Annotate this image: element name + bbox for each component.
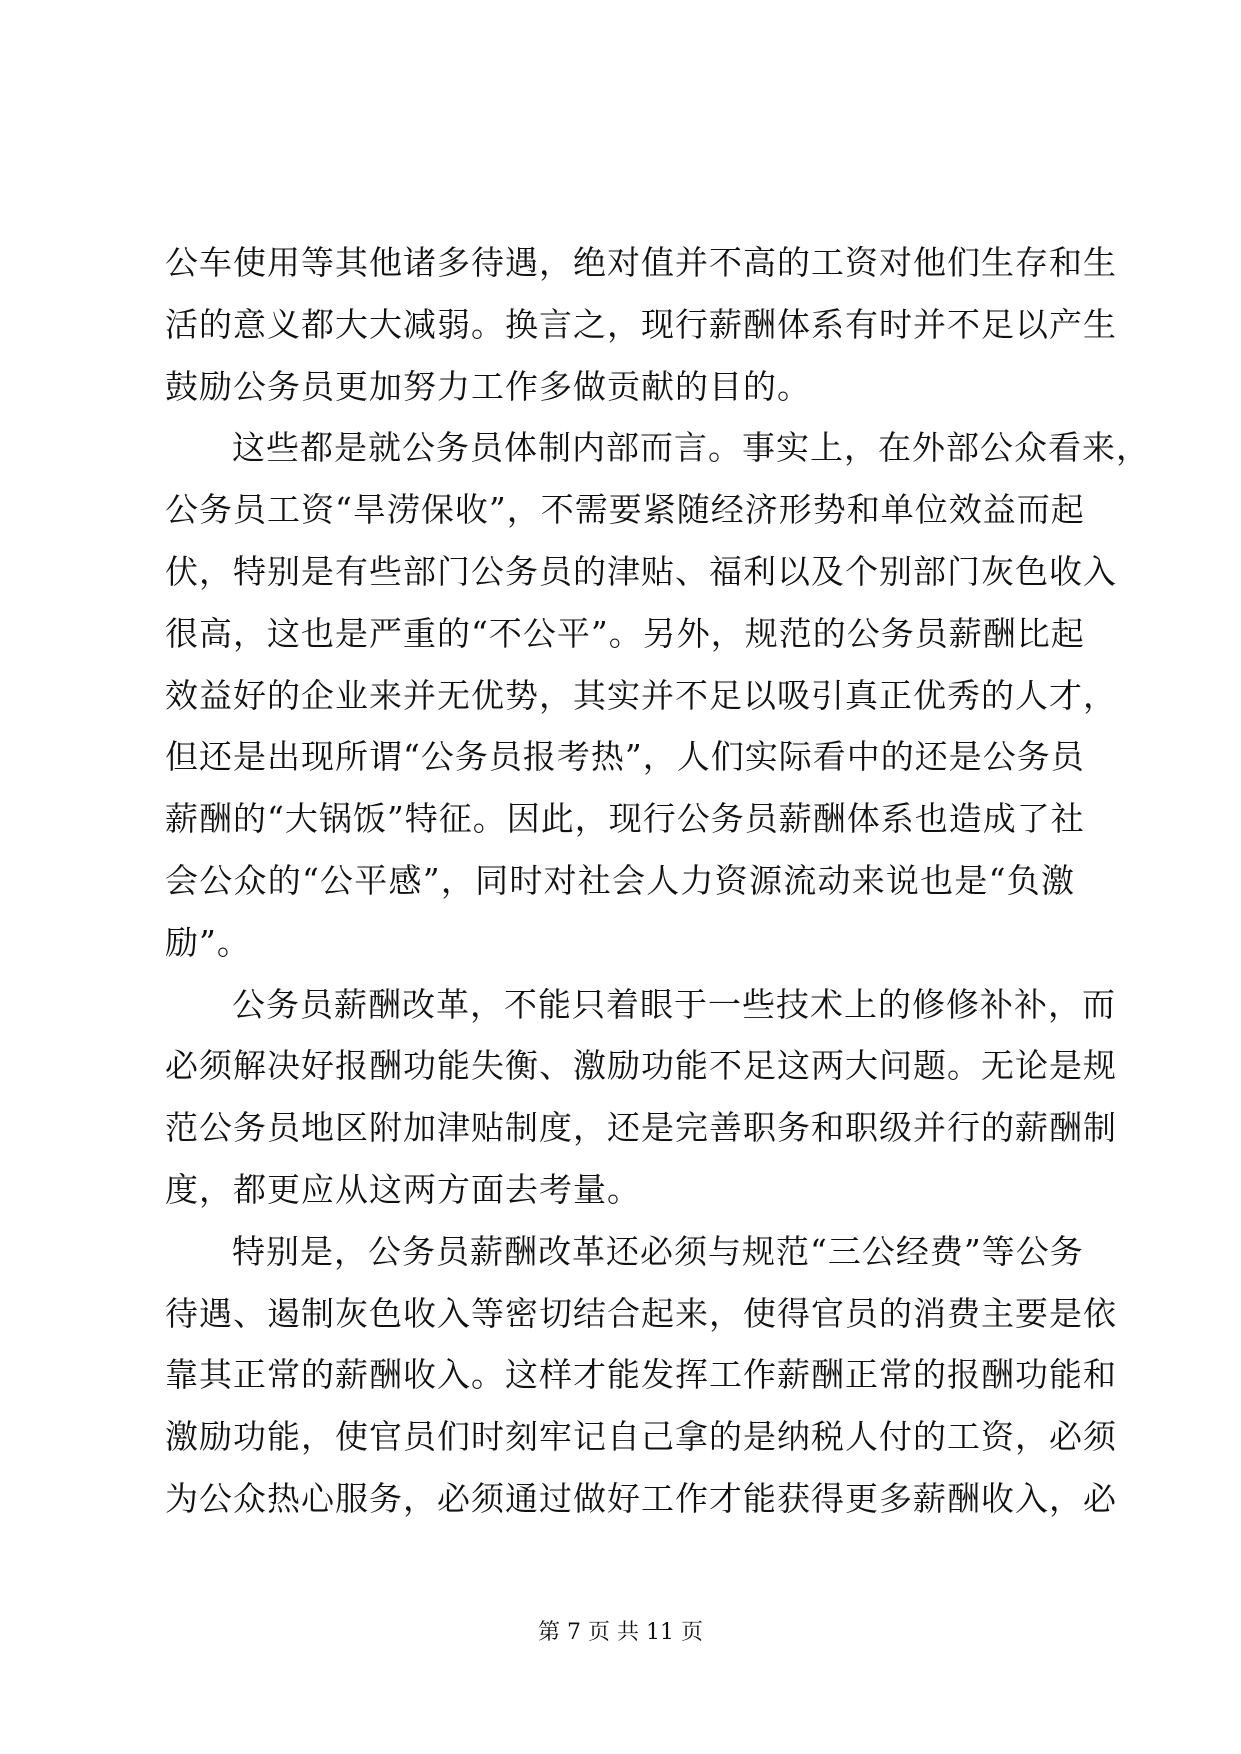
text-line: 范公务员地区附加津贴制度，还是完善职务和职级并行的薪酬制 <box>165 1108 1117 1148</box>
page-number-footer: 第 7 页 共 11 页 <box>538 1620 703 1645</box>
text-line: 活的意义都大大减弱。换言之，现行薪酬体系有时并不足以产生 <box>165 304 1117 344</box>
text-line: 特别是，公务员薪酬改革还必须与规范“三公经费”等公务 <box>232 1231 1084 1271</box>
text-line: 但还是出现所谓“公务员报考热”，人们实际看中的还是公务员 <box>165 737 1085 777</box>
text-line: 励”。 <box>165 922 251 962</box>
paragraph-1 <box>165 232 1117 417</box>
text-line: 公车使用等其他诸多待遇，绝对值并不高的工资对他们生存和生 <box>165 243 1117 282</box>
text-line: 公务员薪酬改革，不能只着眼于一些技术上的修修补补，而 <box>232 984 1116 1024</box>
text-line: 激励功能，使官员们时刻牢记自己拿的是纳税人付的工资，必须 <box>165 1417 1117 1457</box>
text-line: 鼓励公务员更加努力工作多做贡献的目的。 <box>165 366 811 406</box>
text-line: 会公众的“公平感”，同时对社会人力资源流动来说也是“负激 <box>165 860 1075 900</box>
text-line: 伏，特别是有些部门公务员的津贴、福利以及个别部门灰色收入 <box>165 551 1117 591</box>
text-line: 待遇、遏制灰色收入等密切结合起来，使得官员的消费主要是依 <box>165 1293 1117 1333</box>
paragraph-3 <box>165 974 1117 1221</box>
text-line: 效益好的企业来并无优势，其实并不足以吸引真正优秀的人才， <box>165 675 1117 715</box>
text-line: 为公众热心服务，必须通过做好工作才能获得更多薪酬收入，必 <box>165 1478 1117 1518</box>
text-line: 公务员工资“旱涝保收”，不需要紧随经济形势和单位效益而起 <box>165 490 1085 530</box>
text-line: 必须解决好报酬功能失衡、激励功能不足这两大问题。无论是规 <box>165 1046 1117 1086</box>
paragraph-4 <box>165 1221 1117 1530</box>
text-line: 很高，这也是严重的“不公平”。另外，规范的公务员薪酬比起 <box>165 613 1085 653</box>
text-line: 薪酬的“大锅饭”特征。因此，现行公务员薪酬体系也造成了社 <box>165 799 1085 839</box>
body-text <box>165 232 1150 1530</box>
text-line: 度，都更应从这两方面去考量。 <box>165 1169 641 1209</box>
paragraph-2 <box>165 417 1150 973</box>
text-line: 这些都是就公务员体制内部而言。事实上，在外部公众看来， <box>232 428 1150 468</box>
text-line: 靠其正常的薪酬收入。这样才能发挥工作薪酬正常的报酬功能和 <box>165 1355 1117 1395</box>
